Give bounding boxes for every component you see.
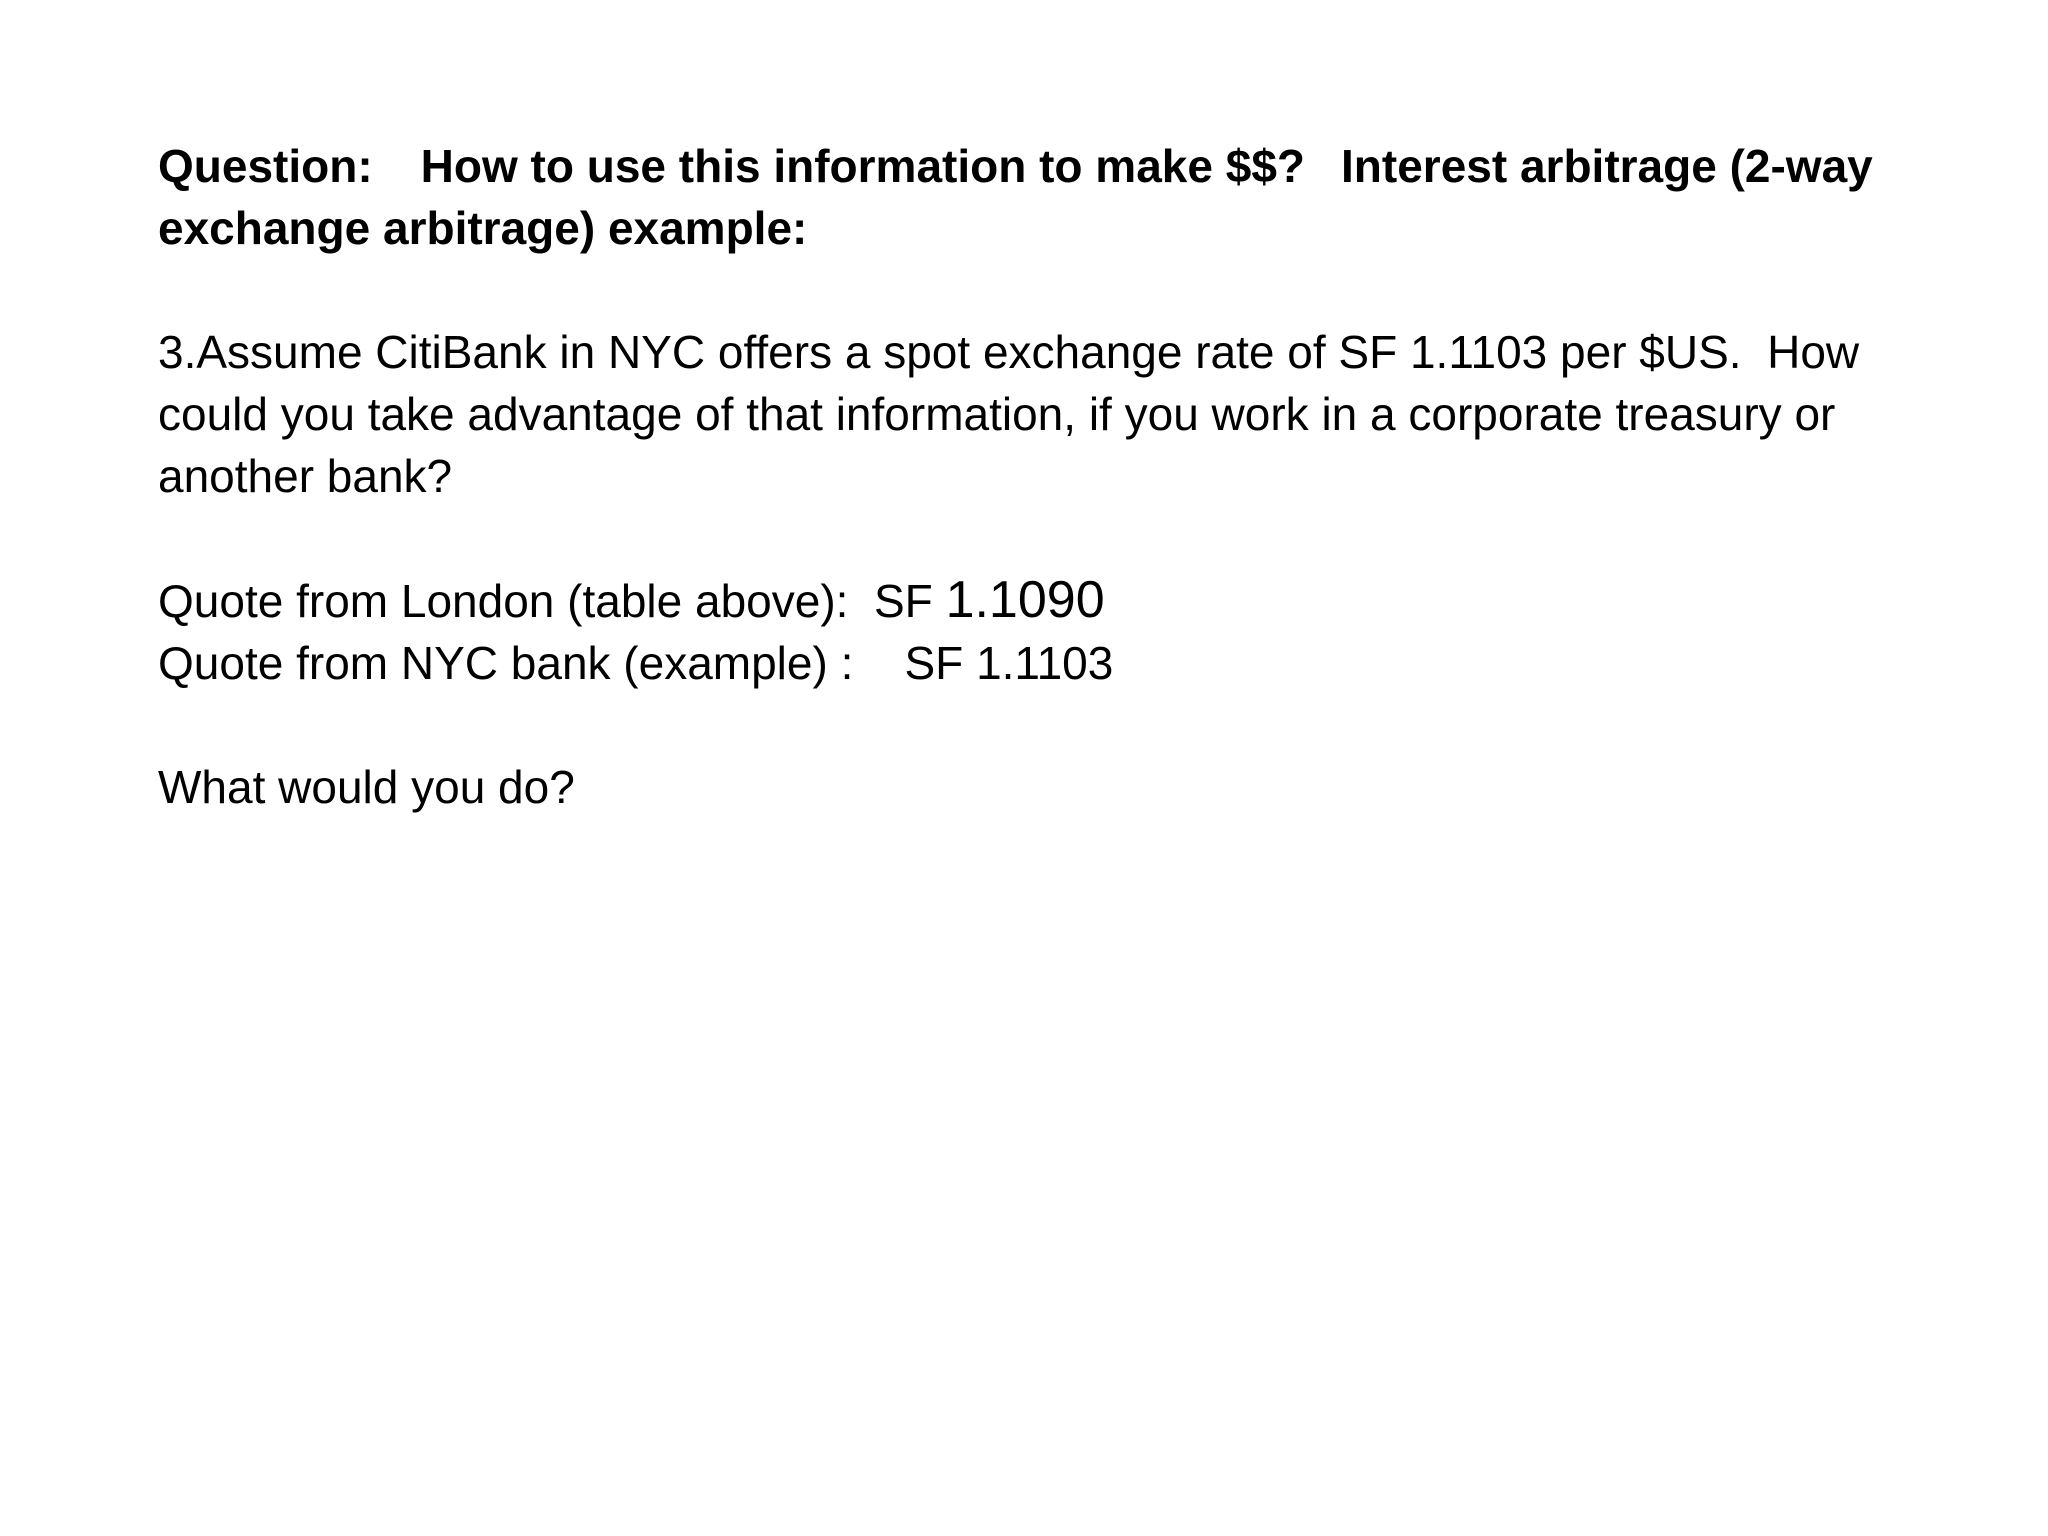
heading-line-2 [158, 197, 1958, 259]
quote-london [158, 569, 1958, 632]
problem-statement [158, 321, 1958, 507]
quote-london-value: 1.1090 [945, 571, 1105, 629]
topic-text-line-1: Interest arbitrage (2-way [1341, 140, 1873, 192]
question-text: How to use this information to make $$? [420, 140, 1306, 192]
question-label: Question: [158, 140, 373, 192]
quote-nyc-value: 1.1103 [976, 637, 1114, 689]
quote-nyc-label: Quote from NYC bank (example) : SF [158, 637, 977, 689]
problem-line-2: could you take advantage of that information, if you work in a corporate treasury or [158, 388, 1836, 440]
quotes-block [158, 569, 1958, 694]
quote-nyc [158, 632, 1958, 694]
slide-heading [158, 135, 1958, 259]
topic-text-line-2: exchange arbitrage) example: [158, 202, 808, 254]
slide-content [158, 135, 1958, 818]
heading-line-1 [158, 135, 1958, 197]
problem-line-3: another bank? [158, 450, 453, 502]
quote-london-label: Quote from London (table above): SF [158, 575, 946, 627]
closing-question: What would you do? [158, 761, 575, 813]
problem-line-1: 3.Assume CitiBank in NYC offers a spot exchange rate of SF 1.1103 per $US. How [158, 326, 1860, 378]
